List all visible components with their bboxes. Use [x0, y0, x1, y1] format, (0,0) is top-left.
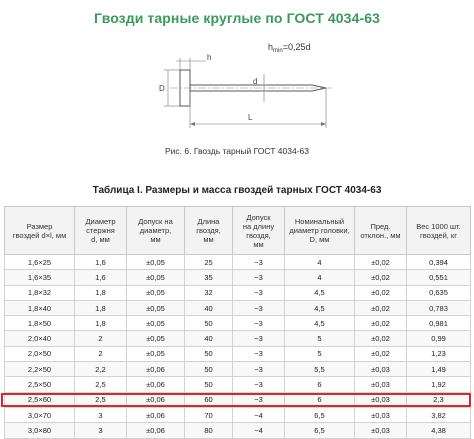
table-cell: −3: [233, 300, 285, 315]
table-cell: 5: [285, 346, 355, 361]
table-row: [5, 377, 471, 392]
table-cell: 1,8: [75, 285, 127, 300]
D-label: D: [159, 84, 165, 93]
table-cell: 1,23: [407, 346, 471, 361]
table-cell: 32: [185, 285, 233, 300]
table-cell: 35: [185, 270, 233, 285]
table-cell: ±0,06: [127, 377, 185, 392]
table-cell: 4: [285, 270, 355, 285]
table-cell: 6,5: [285, 423, 355, 438]
table-cell: 50: [185, 316, 233, 331]
table-cell: 4,38: [407, 423, 471, 438]
table-cell: 60: [185, 392, 233, 407]
table-cell: ±0,05: [127, 316, 185, 331]
table-cell: ±0,03: [355, 377, 407, 392]
table-cell: 6: [285, 377, 355, 392]
column-header: [127, 207, 185, 255]
table-cell: 1,8×32: [5, 285, 75, 300]
table-cell: 3,0×70: [5, 407, 75, 422]
table-cell: 3,0×80: [5, 423, 75, 438]
table-cell: 50: [185, 362, 233, 377]
table-cell: 4,5: [285, 285, 355, 300]
table-cell: ±0,06: [127, 392, 185, 407]
table-cell: ±0,05: [127, 300, 185, 315]
table-row: [5, 331, 471, 346]
column-header-line: Допуск: [246, 212, 271, 222]
table-cell: −3: [233, 255, 285, 270]
table-cell: ±0,06: [127, 362, 185, 377]
table-cell: 1,8: [75, 316, 127, 331]
table-row: [5, 285, 471, 300]
table-cell: ±0,02: [355, 300, 407, 315]
table-cell: 6,5: [285, 407, 355, 422]
table-cell: ±0,02: [355, 316, 407, 331]
column-header-line: диаметр головки,: [289, 226, 350, 235]
table-cell: −3: [233, 270, 285, 285]
table-cell: −3: [233, 331, 285, 346]
d-label: d: [253, 77, 258, 86]
table-cell: ±0,02: [355, 331, 407, 346]
table-cell: 4,5: [285, 316, 355, 331]
table-row: [5, 407, 471, 422]
table-row: [5, 346, 471, 361]
h-label: h: [207, 53, 212, 62]
table-cell: ±0,03: [355, 392, 407, 407]
table-cell: ±0,05: [127, 285, 185, 300]
nail-drawing: [140, 36, 340, 136]
table-cell: 3: [75, 423, 127, 438]
table-cell: 1,6: [75, 255, 127, 270]
table-cell: ±0,06: [127, 407, 185, 422]
column-header-line: мм: [253, 239, 264, 249]
table-cell: ±0,03: [355, 407, 407, 422]
column-header-line: Пред.: [370, 221, 391, 231]
table-row: [5, 423, 471, 438]
table-cell: 2,5: [75, 377, 127, 392]
column-header-line: Размер: [26, 221, 53, 231]
page-title: Гвозди тарные круглые по ГОСТ 4034-63: [94, 10, 380, 26]
column-header: [5, 207, 75, 255]
table-cell: 4: [285, 255, 355, 270]
table-cell: −3: [233, 377, 285, 392]
table-row: [5, 316, 471, 331]
table-cell: 50: [185, 377, 233, 392]
table-cell: ±0,02: [355, 270, 407, 285]
table-cell: −4: [233, 423, 285, 438]
column-header-line: D, мм: [309, 235, 330, 244]
table-cell: 1,8×40: [5, 300, 75, 315]
table-cell: 3,82: [407, 407, 471, 422]
table-cell: ±0,02: [355, 255, 407, 270]
table-cell: 0,551: [407, 270, 471, 285]
column-header-line: диаметр,: [139, 226, 172, 235]
column-header-line: Номинальный: [294, 217, 345, 226]
column-header-line: мм: [203, 235, 214, 244]
table-body: [5, 255, 471, 439]
table-cell: 2: [75, 346, 127, 361]
table-cell: 6: [285, 392, 355, 407]
column-header-line: Вес 1000 шт.: [416, 221, 461, 231]
column-header-line: гвоздей d×l, мм: [12, 230, 67, 240]
table-cell: 25: [185, 255, 233, 270]
L-label: L: [248, 113, 253, 122]
table-cell: ±0,03: [355, 423, 407, 438]
table-cell: 4,5: [285, 300, 355, 315]
table-cell: ±0,03: [355, 362, 407, 377]
table-header-row: [5, 207, 471, 255]
table-cell: 2,5: [75, 392, 127, 407]
table-cell: 70: [185, 407, 233, 422]
column-header: [285, 207, 355, 255]
column-header: [407, 207, 471, 255]
table-cell: 0,394: [407, 255, 471, 270]
table-row: [5, 270, 471, 285]
table-cell: 1,6×25: [5, 255, 75, 270]
column-header-line: гвоздя,: [246, 230, 271, 240]
column-header-line: стержня: [86, 226, 115, 235]
table-cell: 1,49: [407, 362, 471, 377]
table-row: [5, 255, 471, 270]
column-header-line: d, мм: [91, 235, 110, 244]
table-cell: 1,8×50: [5, 316, 75, 331]
table-cell: 50: [185, 346, 233, 361]
table-cell: 2,2: [75, 362, 127, 377]
column-header: [185, 207, 233, 255]
table-cell: 2,0×40: [5, 331, 75, 346]
table-cell: ±0,02: [355, 346, 407, 361]
table-cell: 40: [185, 300, 233, 315]
table-title: Таблица I. Размеры и масса гвоздей тарных ГОСТ 4034-63: [92, 185, 382, 196]
table-cell: −3: [233, 316, 285, 331]
table-cell: −3: [233, 285, 285, 300]
table-cell: −3: [233, 392, 285, 407]
table-cell: 40: [185, 331, 233, 346]
table-cell: 0,635: [407, 285, 471, 300]
table-cell: 0,981: [407, 316, 471, 331]
table-row: [5, 300, 471, 315]
table-cell: 2,3: [407, 392, 471, 407]
table-cell: 1,92: [407, 377, 471, 392]
table-cell: 1,8: [75, 300, 127, 315]
table-cell: ±0,05: [127, 270, 185, 285]
table-cell: 5,5: [285, 362, 355, 377]
table-cell: 2,2×50: [5, 362, 75, 377]
column-header-line: отклон., мм: [360, 230, 401, 240]
table-row: [5, 362, 471, 377]
column-header: [355, 207, 407, 255]
table-cell: ±0,05: [127, 331, 185, 346]
table-cell: 2,5×60: [5, 392, 75, 407]
table-cell: −3: [233, 346, 285, 361]
column-header-line: гвоздей, кг: [420, 230, 457, 240]
table-cell: ±0,02: [355, 285, 407, 300]
highlight-frame: [1, 393, 471, 407]
table-cell: 1,6: [75, 270, 127, 285]
table-cell: 0,99: [407, 331, 471, 346]
table-cell: 2,5×50: [5, 377, 75, 392]
column-header: [233, 207, 285, 255]
column-header-line: Допуск на: [138, 217, 173, 226]
column-header-line: Длина: [197, 217, 220, 226]
table-cell: 0,783: [407, 300, 471, 315]
table-cell: 3: [75, 407, 127, 422]
table-cell: 5: [285, 331, 355, 346]
table-cell: 2: [75, 331, 127, 346]
column-header-line: на длину: [242, 221, 275, 231]
table-cell: −3: [233, 362, 285, 377]
table-cell: ±0,05: [127, 255, 185, 270]
column-header-line: гвоздя,: [196, 226, 221, 235]
figure-caption: Рис. 6. Гвоздь тарный ГОСТ 4034-63: [165, 146, 309, 156]
hmin-label: $h_{min}=0,25d$: [268, 42, 311, 54]
table-cell: 80: [185, 423, 233, 438]
table-cell: ±0,05: [127, 346, 185, 361]
column-header-line: Диаметр: [85, 217, 116, 226]
table-cell: ±0,06: [127, 423, 185, 438]
table-cell: 1,6×35: [5, 270, 75, 285]
column-header-line: мм: [150, 235, 161, 244]
table-cell: 2,0×50: [5, 346, 75, 361]
column-header: [75, 207, 127, 255]
table-cell: −4: [233, 407, 285, 422]
